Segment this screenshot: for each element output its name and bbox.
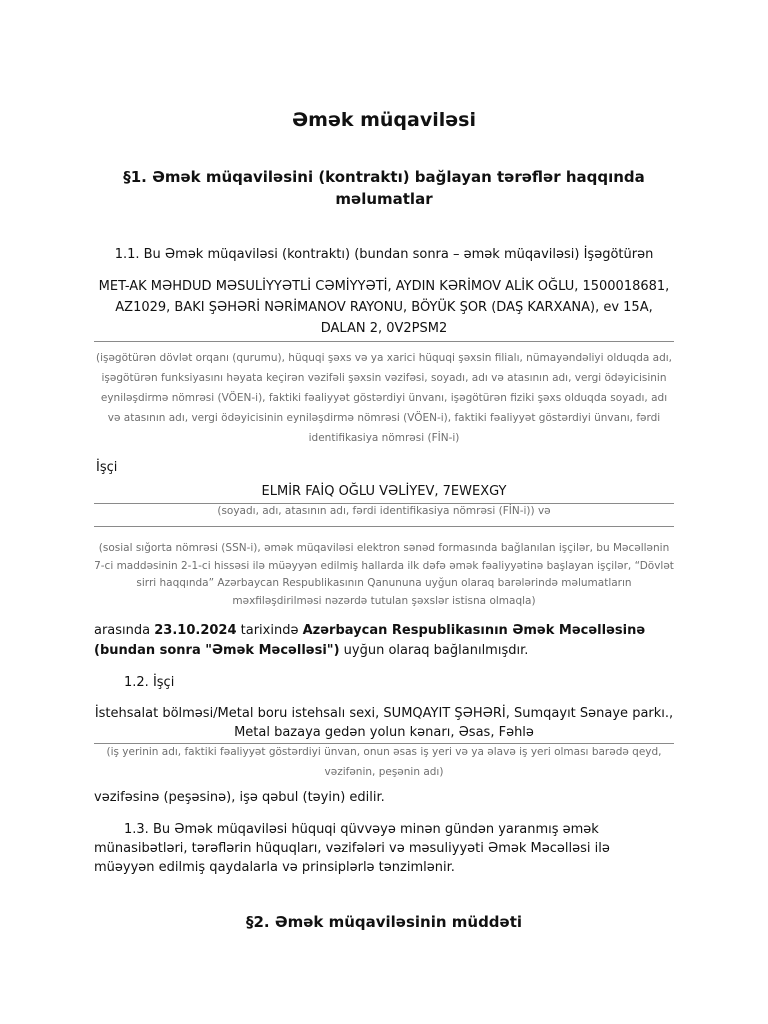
clause-1-2: 1.2. İşçi bbox=[124, 675, 175, 690]
clause-1-1: 1.1. Bu Əmək müqaviləsi (kontraktı) (bundan sonra – əmək müqaviləsi) İşəgötürən bbox=[114, 247, 654, 262]
labor-code-reference: Azərbaycan Respublikasının Əmək Məcəlləsinə (bundan sonra "Əmək Məcəlləsi") bbox=[94, 623, 646, 658]
contract-date: 23.10.2024 bbox=[154, 623, 237, 638]
employee-details-field: ELMİR FAİQ OĞLU VƏLİYEV, 7EWEXGY bbox=[94, 482, 674, 504]
document-title: Əmək müqaviləsi bbox=[292, 109, 476, 131]
section-1-heading: §1. Əmək müqaviləsini (kontraktı) bağlayan tərəflər haqqında məlumatlar bbox=[123, 168, 645, 208]
concluded-suffix: uyğun olaraq bağlanılmışdır. bbox=[339, 643, 529, 658]
employee-label: İşçi bbox=[96, 460, 118, 475]
concluded-paragraph bbox=[94, 621, 674, 661]
workplace-details-field: İstehsalat bölməsi/Metal boru istehsalı sexi, SUMQAYIT ŞƏHƏRİ, Sumqayıt Sənaye parkı., Metal bazaya gedən yolun kənarı, Əsas, Fəhlə bbox=[94, 704, 674, 744]
employer-hint: (işəgötürən dövlət orqanı (qurumu), hüquqi şəxs və ya xarici hüquqi şəxsin filialı, nümayəndəliyi olduqda adı, işəgötürən funksiyasını həyata keçirən vəzifəli şəxsin vəzifəsi, soyadı, adı və atasının adı, vergi ödəyicisinin eyniləşdirmə nömrəsi (VÖEN-i), faktiki fəaliyyət göstərdiyi ünvanı, işəgötürən fiziki şəxs olduqda soyadı, adı və atasının adı, vergi ödəyicisinin eyniləşdirmə nömrəsi (VÖEN-i), faktiki fəaliyyət göstərdiyi ünvanı, fərdi identifikasiya nömrəsi (FİN-i) bbox=[95, 352, 673, 444]
workplace-hint: (iş yerinin adı, faktiki fəaliyyət göstərdiyi ünvan, onun əsas iş yeri və ya əlavə iş yeri olması barədə qeyd, vəzifənin, peşənin adı) bbox=[106, 746, 662, 778]
position-text: vəzifəsinə (peşəsinə), işə qəbul (təyin) edilir. bbox=[94, 790, 385, 805]
ssn-blank-line bbox=[94, 526, 674, 527]
ssn-hint: (sosial sığorta nömrəsi (SSN-i), əmək müqaviləsi elektron sənəd formasında bağlanılan işçilər, bu Məcəllənin 7-ci maddəsinin 2-1-ci hissəsi ilə müəyyən edilmiş hallarda ilk dəfə əmək fəaliyyətinə başlayan işçilər, “Dövlət sirri haqqında” Azərbaycan Respublikasının Qanununa uyğun olaraq barələrində məlumatların məxfiləşdirilməsi nəzərdə tutulan şəxslər istisna olmaqla) bbox=[94, 542, 674, 607]
concluded-prefix: arasında bbox=[94, 623, 155, 638]
section-2-heading: §2. Əmək müqaviləsinin müddəti bbox=[245, 913, 523, 931]
employer-details-field: MET-AK MƏHDUD MƏSULİYYƏTLİ CƏMİYYƏTİ, AYDIN KƏRİMOV ALİK OĞLU, 1500018681, AZ1029, BAKI ŞƏHƏRİ NƏRİMANOV RAYONU, BÖYÜK ŞOR (DAŞ KARXANA), ev 15A, DALAN 2, 0V2PSM2 bbox=[94, 276, 674, 342]
employee-hint: (soyadı, adı, atasının adı, fərdi identifikasiya nömrəsi (FİN-i)) və bbox=[217, 505, 551, 517]
clause-1-3: 1.3. Bu Əmək müqaviləsi hüquqi qüvvəyə minən gündən yaranmış əmək münasibətləri, tərəflərin hüquqları, vəzifələri və məsuliyyəti Əmək Məcəlləsi ilə müəyyən edilmiş qaydalarla və prinsiplərlə tənzimlənir. bbox=[94, 822, 610, 875]
concluded-middle: tarixində bbox=[236, 623, 303, 638]
